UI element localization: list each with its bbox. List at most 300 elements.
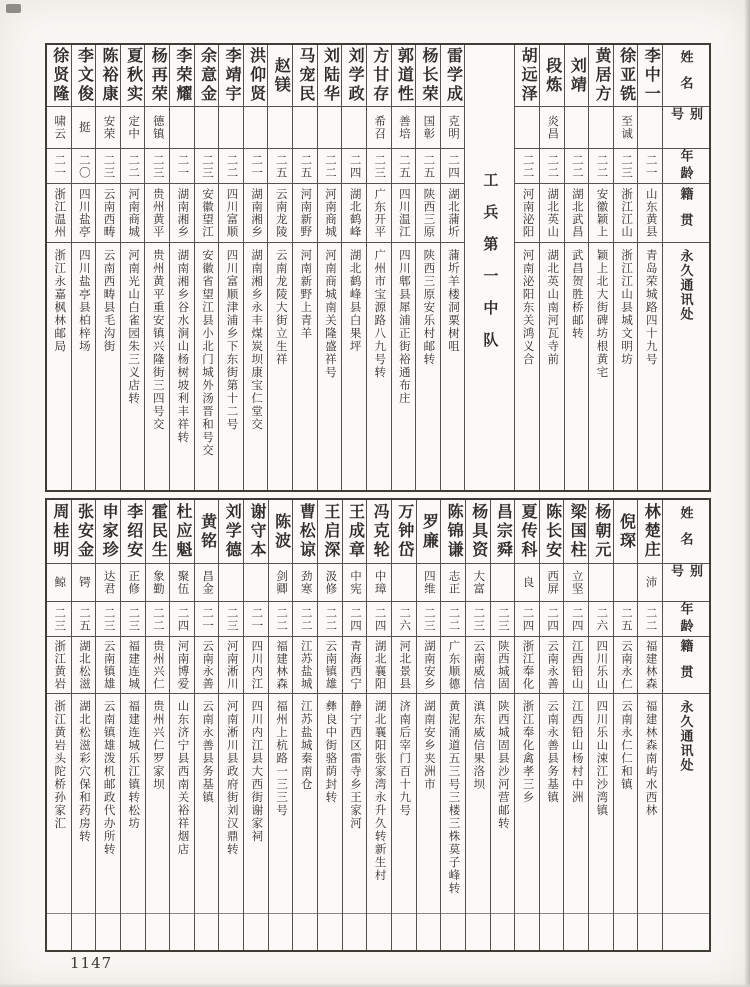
person-age: 二四 [546,606,559,632]
person-address: 浙江永嘉枫林邮局 [53,249,66,353]
age-cell [614,149,638,184]
native-place-cell [244,184,268,243]
native-place-cell [441,184,465,243]
person-name: 李靖宇 [223,47,241,104]
blank-footer-cell [614,913,638,950]
name-cell [441,45,465,107]
native-place-cell [121,184,145,243]
person-native-place: 江西铅山 [570,640,583,690]
age-cell [244,149,268,184]
alias-cell [244,564,268,602]
alias-cell [269,564,293,602]
person-age: 二二 [570,153,583,179]
address-cell [515,694,539,913]
person-alias: 克明 [447,115,460,140]
age-cell [244,602,268,637]
person-native-place: 浙江温州 [53,188,66,238]
person-name: 李文俊 [75,47,93,104]
person-age: 二一 [176,153,189,179]
alias-cell [540,107,564,149]
native-place-cell [614,184,638,243]
age-cell [121,602,145,637]
native-place-cell [293,637,317,694]
person-native-place: 河南商城 [323,188,336,238]
age-cell [96,149,120,184]
name-cell [565,45,589,107]
alias-cell [441,564,465,602]
alias-cell [367,107,391,149]
alias-cell [121,107,145,149]
person-name: 徐亚铣 [617,47,635,104]
native-place-cell [170,637,194,694]
header-alias-cell [663,107,709,149]
address-cell [367,243,391,490]
name-cell [318,500,342,564]
native-place-cell [244,637,268,694]
name-cell [146,500,170,564]
person-name: 申家珍 [100,503,118,560]
person-age: 二二 [521,153,534,179]
person-address: 湖南湘乡永丰煤炭坝康宝仁堂交 [250,249,263,431]
person-name: 梁国柱 [568,503,586,560]
person-address: 彝良中街骆荫封转 [324,700,337,804]
person-alias: 剑卿 [275,570,288,595]
roster-person-column [614,45,639,490]
person-address: 安徽省望江县小北门城外汤晋和号交 [200,249,213,457]
name-cell [318,45,342,107]
blank-footer-cell [121,913,145,950]
roster-person-column [367,500,392,950]
person-name: 徐贤隆 [50,47,68,104]
person-native-place: 湖北鹤峰 [348,188,361,238]
native-place-cell [146,637,170,694]
person-name: 余意金 [198,47,216,104]
blank-footer-cell [244,913,268,950]
age-cell [343,602,367,637]
header-label-name: 姓名 [678,49,694,102]
alias-cell [219,107,243,149]
person-alias: 象勤 [151,570,164,595]
roster-person-column [343,500,368,950]
person-name: 杨具资 [469,503,487,560]
person-native-place: 湖北蒲圻 [447,188,460,238]
native-place-cell [47,637,71,694]
name-cell [466,500,490,564]
header-label-name: 姓名 [678,505,694,558]
age-cell [392,149,416,184]
person-age: 二三 [496,606,509,632]
native-place-cell [392,637,416,694]
person-name: 林楚庄 [642,503,660,560]
native-place-cell [416,184,440,243]
person-age: 二三 [127,606,140,632]
age-cell [441,149,465,184]
native-place-cell [170,184,194,243]
person-name: 陈锦谦 [445,503,463,560]
person-native-place: 云南威信 [472,640,485,690]
person-age: 二三 [225,606,238,632]
name-cell [614,500,638,564]
alias-cell [219,564,243,602]
blank-footer-cell [589,913,613,950]
name-cell [195,500,219,564]
alias-cell [342,107,366,149]
name-cell [47,500,71,564]
person-native-place: 陕西三原 [422,188,435,238]
person-name: 黄铭 [198,512,216,551]
native-place-cell [565,184,589,243]
alias-cell [367,564,391,602]
native-place-cell [638,637,662,694]
person-native-place: 云南永仁 [620,640,633,690]
roster-person-column [441,45,466,490]
name-cell [540,45,564,107]
name-cell [367,500,391,564]
person-address: 湖南安乡夹洲市 [422,700,435,791]
header-native-cell [663,184,709,243]
address-cell [318,694,342,913]
name-cell [515,500,539,564]
person-alias: 聚伍 [176,570,189,595]
person-age: 二三 [620,153,633,179]
person-address: 云南镇雄泼机邮政代办所转 [102,700,115,856]
person-address: 河南光山白雀园朱三义店转 [127,249,140,405]
person-name: 张安金 [75,503,93,560]
person-address: 四川乐山涑江沙湾镇 [595,700,608,817]
native-place-cell [145,184,169,243]
alias-cell [614,564,638,602]
address-cell [269,694,293,913]
alias-cell [392,107,416,149]
person-native-place: 云南永善 [201,640,214,690]
blank-footer-cell [269,913,293,950]
person-alias: 鲸 [53,576,66,589]
alias-cell [96,564,120,602]
roster-person-column [121,500,146,950]
person-alias: 希召 [373,115,386,140]
person-name: 周桂明 [50,503,68,560]
person-alias: 良 [521,576,534,589]
address-cell [441,243,465,490]
person-age: 二二 [127,153,140,179]
age-cell [392,602,416,637]
native-place-cell [417,637,441,694]
roster-person-column [170,500,195,950]
age-cell [466,602,490,637]
roster-table-bottom [45,498,711,952]
person-address: 云南龙陵大街立生祥 [274,249,287,366]
age-cell [540,149,564,184]
person-age: 二一 [250,153,263,179]
native-place-cell [72,637,96,694]
person-address: 湖北襄阳张家湾永升久转新生村 [373,700,386,882]
address-cell [614,694,638,913]
address-cell [170,243,194,490]
person-name: 刘学德 [223,503,241,560]
name-cell [244,45,268,107]
person-native-place: 贵州兴仁 [151,640,164,690]
person-alias: 沛 [644,576,657,589]
age-cell [195,602,219,637]
address-cell [121,243,145,490]
person-native-place: 福建林森 [275,640,288,690]
person-native-place: 河南商城 [127,188,140,238]
person-address: 云南西畴县毛沟街 [102,249,115,353]
person-age: 二五 [620,606,633,632]
alias-cell [145,107,169,149]
age-cell [638,602,662,637]
blank-footer-cell [417,913,441,950]
roster-person-column [638,45,663,490]
roster-person-column [318,45,343,490]
native-place-cell [638,184,662,243]
person-age: 二四 [447,153,460,179]
name-cell [515,45,539,107]
name-cell [145,45,169,107]
person-native-place: 河南博爱 [176,640,189,690]
address-cell [540,694,564,913]
person-age: 二四 [348,153,361,179]
address-cell [244,694,268,913]
name-cell [638,45,662,107]
roster-table-top [45,43,711,492]
person-age: 二五 [274,153,287,179]
person-native-place: 河北景县 [398,640,411,690]
age-cell [367,602,391,637]
person-address: 贵州兴仁罗家坝 [151,700,164,791]
native-place-cell [614,637,638,694]
blank-footer-cell [318,913,342,950]
address-cell [491,694,515,913]
native-place-cell [96,637,120,694]
address-cell [72,694,96,913]
address-cell [268,243,292,490]
person-address: 云南永善县务基镇 [201,700,214,804]
person-age: 二二 [324,606,337,632]
person-age: 二二 [447,606,460,632]
person-alias: 中宪 [348,570,361,595]
person-alias: 四维 [422,570,435,595]
alias-cell [564,564,588,602]
person-alias: 挺 [77,121,90,134]
roster-person-column [515,45,540,490]
age-cell [367,149,391,184]
roster-person-column [491,500,516,950]
name-cell [170,500,194,564]
age-cell [589,602,613,637]
person-name: 夏传科 [518,503,536,560]
alias-cell [515,564,539,602]
name-cell [416,45,440,107]
alias-cell [491,564,515,602]
roster-person-column [195,45,220,490]
roster-person-column [72,45,97,490]
address-cell [515,243,539,490]
person-alias: 国彰 [422,115,435,140]
roster-person-column [269,500,294,950]
address-cell [417,694,441,913]
age-cell [96,602,120,637]
roster-person-column [121,45,146,490]
roster-person-column [72,500,97,950]
person-address: 福建连城乐江镇转松坊 [127,700,140,830]
person-alias: 志正 [447,570,460,595]
person-native-place: 安徽望江 [200,188,213,238]
native-place-cell [540,637,564,694]
alias-cell [96,107,120,149]
name-cell [293,45,317,107]
roster-person-column [392,500,417,950]
scan-edge-shadow-right [744,0,750,987]
person-name: 王成章 [346,503,364,560]
person-native-place: 江苏盐城 [299,640,312,690]
name-cell [195,45,219,107]
person-address: 武昌贺胜桥邮转 [570,249,583,340]
blank-footer-cell [195,913,219,950]
person-age: 二三 [53,606,66,632]
native-place-cell [589,184,613,243]
address-cell [466,694,490,913]
name-cell [367,45,391,107]
native-place-cell [342,184,366,243]
name-cell [417,500,441,564]
header-label-native: 籍贯 [678,187,694,239]
native-place-cell [268,184,292,243]
person-native-place: 湖南湘乡 [176,188,189,238]
address-cell [195,243,219,490]
roster-person-column [146,500,171,950]
native-place-cell [392,184,416,243]
name-cell [96,500,120,564]
native-place-cell [318,184,342,243]
person-native-place: 山东黄县 [644,188,657,238]
person-name: 杨再荣 [149,47,167,104]
alias-cell [392,564,416,602]
person-native-place: 四川富顺 [225,188,238,238]
person-name: 方甘存 [370,47,388,104]
person-alias: 西屏 [546,570,559,595]
header-name-cell [663,500,709,564]
person-address: 福建林森南屿水西林 [644,700,657,817]
alias-cell [318,107,342,149]
address-cell [219,243,243,490]
person-name: 陈波 [272,512,290,551]
blank-footer-cell [96,913,120,950]
roster-person-column [219,45,244,490]
name-cell [343,500,367,564]
person-alias: 安荣 [102,115,115,140]
address-cell [47,243,71,490]
roster-person-column [244,500,269,950]
person-name: 刘靖 [568,56,586,95]
person-age: 二五 [422,153,435,179]
person-native-place: 湖南安乡 [422,640,435,690]
address-cell [72,243,96,490]
person-name: 杜应魁 [174,503,192,560]
address-cell [392,243,416,490]
page-number: 1147 [70,954,113,972]
name-cell [47,45,71,107]
person-address: 颖上北大街碑坊根黄宅 [595,249,608,379]
roster-person-column [96,500,121,950]
native-place-cell [195,637,219,694]
alias-cell [47,564,71,602]
name-cell [268,45,292,107]
native-place-cell [219,184,243,243]
name-cell [342,45,366,107]
person-native-place: 四川盐亭 [77,188,90,238]
address-cell [47,694,71,913]
person-native-place: 云南镇雄 [324,640,337,690]
person-name: 段炼 [543,56,561,95]
alias-cell [195,107,219,149]
age-cell [515,149,539,184]
person-name: 倪琛 [617,512,635,551]
person-age: 二六 [398,606,411,632]
alias-cell [72,564,96,602]
person-address: 福州上杭路一三三号 [275,700,288,817]
age-cell [72,602,96,637]
person-address: 山东济宁县西南关裕祥烟店 [176,700,189,856]
roster-person-column [417,500,442,950]
person-age: 二三 [422,606,435,632]
address-cell [219,694,243,913]
person-age: 二二 [323,153,336,179]
age-cell [47,149,71,184]
person-age: 二五 [397,153,410,179]
person-age: 二一 [250,606,263,632]
age-cell [318,149,342,184]
address-cell [416,243,440,490]
age-cell [146,602,170,637]
name-cell [121,500,145,564]
address-cell [96,243,120,490]
person-name: 万钟岱 [395,503,413,560]
person-alias: 定中 [127,115,140,140]
address-cell [638,243,662,490]
alias-cell [293,107,317,149]
blank-footer-cell [540,913,564,950]
roster-person-column [170,45,195,490]
name-cell [392,45,416,107]
name-cell [72,500,96,564]
person-native-place: 贵州黄平 [151,188,164,238]
person-age: 二四 [521,606,534,632]
person-address: 陕西城固县沙河营邮转 [496,700,509,830]
alias-cell [466,564,490,602]
age-cell [342,149,366,184]
person-address: 湖北松滋彩穴保和药房转 [77,700,90,843]
age-cell [293,602,317,637]
person-address: 河南淅川县政府街刘汉鼎转 [225,700,238,856]
person-native-place: 福建林森 [644,640,657,690]
name-cell [589,45,613,107]
alias-cell [343,564,367,602]
native-place-cell [343,637,367,694]
person-name: 赵镁 [272,56,290,95]
person-alias: 锷 [77,576,90,589]
name-cell [244,500,268,564]
squadron-section-title: 工兵第一中队 [481,171,498,364]
address-cell [614,243,638,490]
header-native-cell [663,637,709,694]
person-age: 二二 [275,606,288,632]
age-cell [268,149,292,184]
person-age: 二一 [644,153,657,179]
blank-footer-cell [663,913,709,950]
person-age: 二五 [77,606,90,632]
blank-footer-cell [638,913,662,950]
